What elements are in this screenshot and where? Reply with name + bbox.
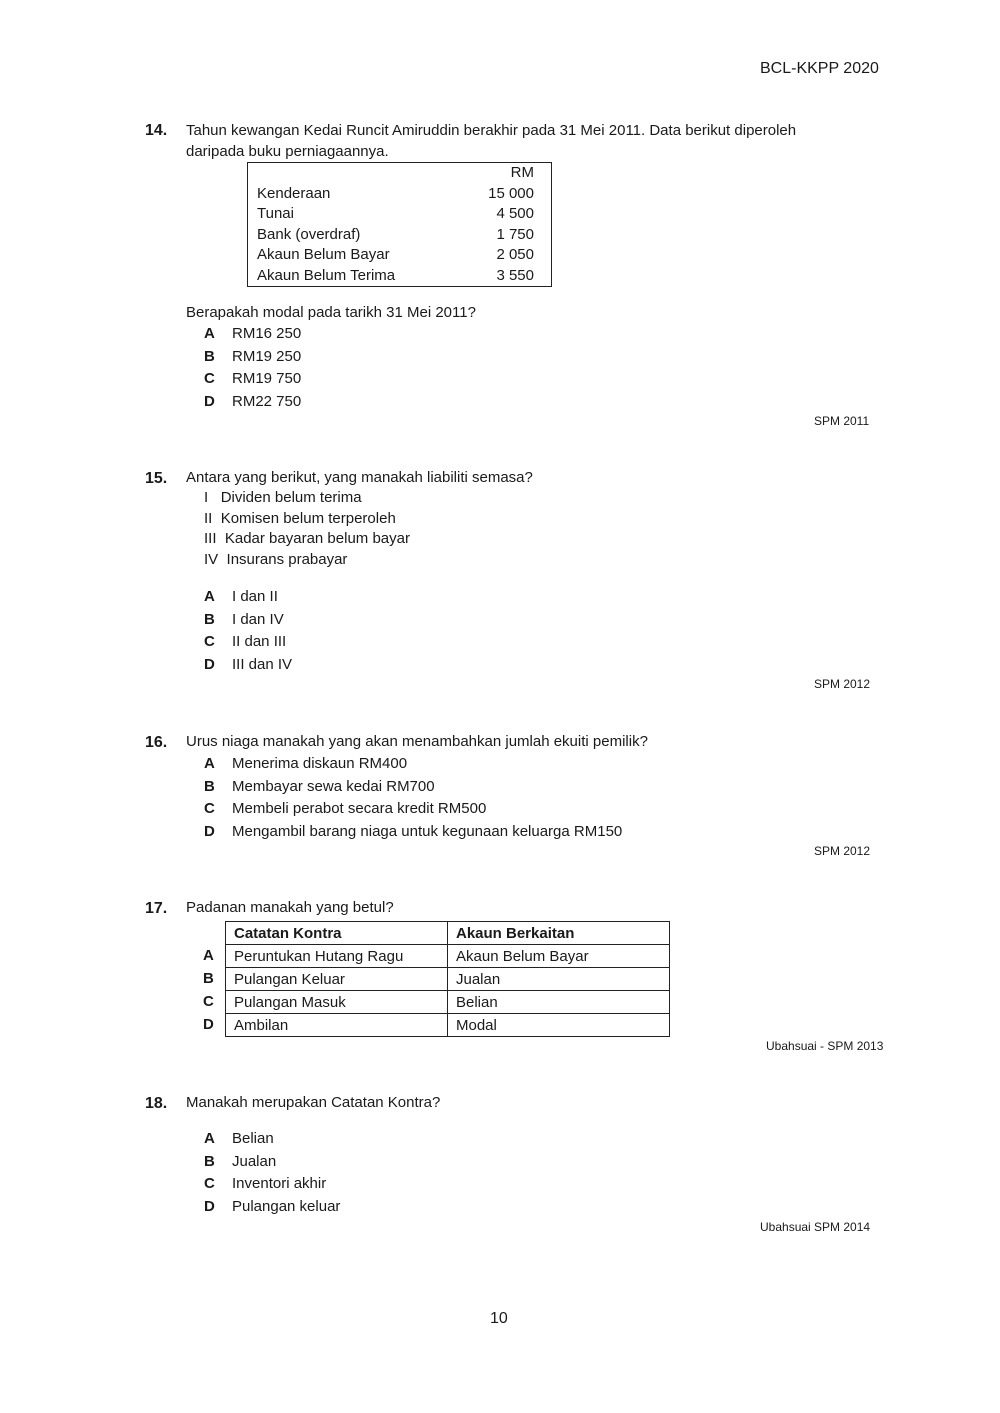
option-a[interactable] bbox=[204, 1128, 340, 1151]
question-16-options bbox=[204, 753, 622, 843]
option-letter: A bbox=[204, 1130, 215, 1147]
column-header: Akaun Berkaitan bbox=[448, 922, 670, 945]
option-c[interactable] bbox=[204, 1173, 340, 1196]
question-14-options bbox=[204, 323, 301, 413]
option-text: I dan IV bbox=[232, 610, 284, 628]
option-d[interactable] bbox=[204, 1196, 340, 1219]
option-text: RM16 250 bbox=[232, 325, 302, 342]
question-14-text-line2: daripada buku perniagaannya. bbox=[186, 143, 389, 160]
option-letter: C bbox=[204, 800, 215, 817]
table-cell: Ambilan bbox=[226, 1014, 448, 1037]
table-cell: Akaun Belum Bayar bbox=[448, 945, 670, 968]
table-row bbox=[257, 204, 534, 225]
option-letter: C bbox=[204, 633, 215, 650]
question-16-number: 16. bbox=[145, 734, 168, 751]
option-text: RM22 750 bbox=[232, 392, 302, 410]
question-15-source: SPM 2012 bbox=[814, 677, 871, 691]
table-cell: Jualan bbox=[448, 968, 670, 991]
option-b[interactable] bbox=[204, 346, 301, 369]
table-row bbox=[257, 225, 534, 246]
q17-option-letters bbox=[203, 944, 223, 1036]
currency-header: RM bbox=[510, 164, 534, 181]
option-letter: C bbox=[204, 1175, 215, 1192]
statement-item bbox=[204, 488, 410, 509]
table-cell: Belian bbox=[448, 991, 670, 1014]
option-b[interactable] bbox=[204, 776, 622, 799]
table-row bbox=[257, 245, 534, 266]
row-label: Akaun Belum Bayar bbox=[257, 246, 390, 264]
row-label: Akaun Belum Terima bbox=[257, 266, 396, 284]
option-a[interactable] bbox=[204, 586, 292, 609]
option-text: Pulangan keluar bbox=[232, 1197, 341, 1215]
option-letter-c[interactable]: C bbox=[203, 993, 214, 1010]
table-header-row bbox=[226, 922, 670, 945]
question-16-source: SPM 2012 bbox=[814, 844, 871, 858]
statement-text: Dividen belum terima bbox=[220, 489, 362, 506]
option-text: II dan III bbox=[232, 633, 287, 650]
roman-numeral: III bbox=[204, 530, 217, 547]
question-15-statements bbox=[204, 488, 410, 570]
table-row[interactable] bbox=[226, 968, 670, 991]
table-row bbox=[257, 184, 534, 205]
option-letter: D bbox=[204, 822, 215, 840]
option-letter: B bbox=[204, 610, 215, 628]
option-a[interactable] bbox=[204, 323, 301, 346]
option-letter: C bbox=[204, 370, 215, 387]
question-14-prompt: Berapakah modal pada tarikh 31 Mei 2011? bbox=[186, 304, 476, 321]
question-18-source: Ubahsuai SPM 2014 bbox=[760, 1220, 871, 1234]
roman-numeral: II bbox=[204, 509, 213, 527]
option-letter: D bbox=[204, 392, 215, 410]
option-text: RM19 750 bbox=[232, 370, 302, 387]
q14-data-table bbox=[247, 162, 552, 287]
row-value: 4 500 bbox=[496, 205, 534, 223]
option-b[interactable] bbox=[204, 609, 292, 632]
statement-item bbox=[204, 529, 410, 550]
option-letter: A bbox=[204, 588, 215, 605]
statement-text: Kadar bayaran belum bayar bbox=[224, 530, 410, 547]
question-15-options bbox=[204, 586, 292, 676]
option-text: Mengambil barang niaga untuk kegunaan keluarga RM150 bbox=[232, 822, 623, 840]
column-header: Catatan Kontra bbox=[226, 922, 448, 945]
option-letter-a[interactable]: A bbox=[203, 947, 214, 964]
question-15-text: Antara yang berikut, yang manakah liabiliti semasa? bbox=[186, 469, 533, 486]
question-14-text-line1: Tahun kewangan Kedai Runcit Amiruddin berakhir pada 31 Mei 2011. Data berikut diperoleh bbox=[186, 122, 797, 139]
option-text: Membeli perabot secara kredit RM500 bbox=[232, 800, 487, 817]
statement-text: Insurans prabayar bbox=[226, 550, 348, 568]
table-row[interactable] bbox=[226, 1014, 670, 1037]
option-letter: B bbox=[204, 347, 215, 365]
option-b[interactable] bbox=[204, 1151, 340, 1174]
roman-numeral: IV bbox=[204, 550, 219, 568]
table-row bbox=[257, 266, 534, 287]
option-text: III dan IV bbox=[232, 655, 293, 673]
table-cell: Pulangan Keluar bbox=[226, 968, 448, 991]
question-14-source: SPM 2011 bbox=[814, 414, 870, 428]
option-text: Membayar sewa kedai RM700 bbox=[232, 777, 435, 795]
question-17-source: Ubahsuai - SPM 2013 bbox=[766, 1039, 884, 1053]
page-number: 10 bbox=[490, 1310, 508, 1327]
table-cell: Pulangan Masuk bbox=[226, 991, 448, 1014]
option-text: Inventori akhir bbox=[232, 1175, 327, 1192]
roman-numeral: I bbox=[204, 489, 209, 506]
option-letter: D bbox=[204, 655, 215, 673]
option-c[interactable] bbox=[204, 631, 292, 654]
option-text: Jualan bbox=[232, 1152, 277, 1170]
table-cell: Peruntukan Hutang Ragu bbox=[226, 945, 448, 968]
option-a[interactable] bbox=[204, 753, 622, 776]
option-letter: B bbox=[204, 1152, 215, 1170]
question-18-number: 18. bbox=[145, 1095, 168, 1112]
question-18-options bbox=[204, 1128, 340, 1218]
question-16-text: Urus niaga manakah yang akan menambahkan jumlah ekuiti pemilik? bbox=[186, 733, 648, 750]
option-letter: A bbox=[204, 325, 215, 342]
option-d[interactable] bbox=[204, 821, 622, 844]
option-text: Menerima diskaun RM400 bbox=[232, 755, 408, 772]
option-c[interactable] bbox=[204, 798, 622, 821]
statement-text: Komisen belum terperoleh bbox=[220, 509, 396, 527]
option-c[interactable] bbox=[204, 368, 301, 391]
option-letter-b[interactable]: B bbox=[203, 970, 214, 987]
question-17-text: Padanan manakah yang betul? bbox=[186, 899, 394, 916]
question-17-number: 17. bbox=[145, 900, 168, 917]
row-value: 3 550 bbox=[496, 266, 534, 284]
option-d[interactable] bbox=[204, 654, 292, 677]
row-label: Bank (overdraf) bbox=[257, 225, 361, 243]
question-14-number: 14. bbox=[145, 122, 168, 139]
option-letter-d[interactable]: D bbox=[203, 1016, 214, 1033]
option-d[interactable] bbox=[204, 391, 301, 414]
row-value: 15 000 bbox=[488, 184, 534, 202]
option-letter: A bbox=[204, 755, 215, 772]
option-letter: B bbox=[204, 777, 215, 795]
option-text: Belian bbox=[232, 1130, 274, 1147]
option-text: I dan II bbox=[232, 588, 278, 605]
option-text: RM19 250 bbox=[232, 347, 302, 365]
row-label: Kenderaan bbox=[257, 184, 331, 202]
question-15-number: 15. bbox=[145, 470, 168, 487]
q17-matching-table bbox=[225, 921, 670, 1037]
row-value: 1 750 bbox=[496, 225, 534, 243]
table-row[interactable] bbox=[226, 991, 670, 1014]
statement-item bbox=[204, 509, 410, 530]
document-code: BCL-KKPP 2020 bbox=[760, 60, 879, 77]
option-letter: D bbox=[204, 1197, 215, 1215]
table-row[interactable] bbox=[226, 945, 670, 968]
row-value: 2 050 bbox=[496, 246, 534, 264]
statement-item bbox=[204, 550, 410, 571]
question-18-text: Manakah merupakan Catatan Kontra? bbox=[186, 1094, 441, 1111]
row-label: Tunai bbox=[257, 205, 294, 223]
table-cell: Modal bbox=[448, 1014, 670, 1037]
